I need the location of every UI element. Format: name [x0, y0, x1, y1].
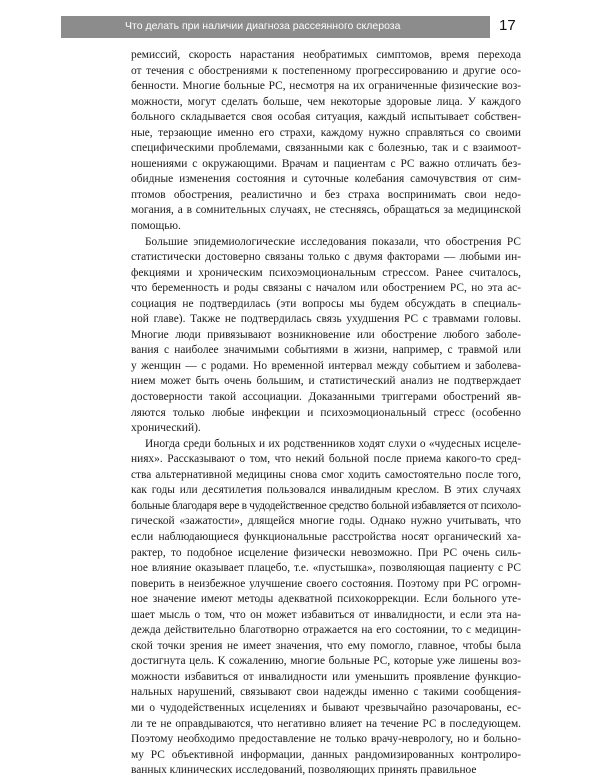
- text-line: от течения с обострениями к постепенному прогрессированию и другие осо-: [131, 64, 521, 77]
- text-line: Большие эпидемиологические исследования показали, что обострения РС: [145, 235, 521, 248]
- text-line: дежда действительно благотворно отражается на его состоянии, то с медицин-: [131, 624, 521, 637]
- text-line: бенности. Многие больные РС, несмотря на их ограниченные физические воз-: [131, 80, 521, 93]
- text-line: достоверности такой ассоциации. Доказанными триггерами обострений яв-: [131, 391, 521, 404]
- text-line: нием может быть очень большим, и статистический анализ не подтверждает: [131, 375, 521, 388]
- text-line: фекциями и хроническим психоэмоциональным стрессом. Ранее считалось,: [131, 266, 521, 279]
- text-line: хронический).: [131, 422, 201, 435]
- text-line: ли те не оправдываются, что негативно влияет на течение РС в последующем.: [131, 717, 521, 730]
- paragraph: [131, 235, 521, 437]
- text-line: ми о чудодейственных исцелениях и бывают чрезвычайно разочарованы, ес-: [131, 701, 521, 714]
- page-number: 17: [499, 17, 516, 34]
- text-line: ской точки зрения не имеет значения, что ему помогло, главное, чтобы была: [131, 639, 521, 652]
- text-line: больного складывается своя особая ситуация, каждый испытывает собствен-: [131, 111, 521, 124]
- running-head-bar: [61, 16, 490, 38]
- text-line: можности избавиться от инвалидности или уменьшить проявление функцио-: [131, 670, 521, 683]
- text-line: ной главе). Также не подтвердилась связь ухудшения РС с травмами головы.: [131, 313, 521, 326]
- text-line: социация не подтвердилась (эти вопросы мы будем обсуждать в специаль-: [131, 297, 521, 310]
- text-line: поверить в неизбежное улучшение своего состояния. Поэтому при РС огромн-: [131, 577, 521, 590]
- text-line: могания, а в сомнительных случаях, не стесняясь, обращаться за медицинской: [131, 204, 521, 217]
- text-line: статистически достоверно связаны только с двумя факторами — любыми ин-: [131, 251, 521, 264]
- text-line: помощью.: [131, 220, 181, 233]
- text-line: специфическими проблемами, связанными как с болезнью, так и с взаимоот-: [131, 142, 521, 155]
- text-line: Поэтому необходимо предоставление не только врачу-неврологу, но и больно-: [131, 733, 521, 746]
- text-line: ства альтернативной медицины снова смог ходить самостоятельно после того,: [131, 468, 521, 481]
- text-line: ниях». Рассказывают о том, что некий больной после приема какого-то сред-: [131, 453, 521, 466]
- text-line: ное влияние оказывает плацебо, т.е. «пустышка», позволяющая пациенту с РС: [131, 562, 521, 575]
- running-head: Что делать при наличии диагноза рассеянного склероза: [125, 20, 401, 32]
- text-line: рактер, то подобное исцеление физически невозможно. При РС очень силь-: [131, 546, 521, 559]
- text-line: обидные изменения состояния и суточные колебания самочувствия от сим-: [131, 173, 521, 186]
- page-header: [0, 16, 600, 38]
- text-line: достигнута цель. К сожалению, многие больные РС, которые уже лишены воз-: [131, 655, 521, 668]
- text-line: птомов обострения, реалистично и без страха воспринимать свои недо-: [131, 188, 521, 201]
- paragraph: [131, 48, 521, 235]
- text-line: как годы или десятилетия пользовался инвалидным креслом. В этих случаях: [131, 484, 521, 497]
- text-line: ляются только любые инфекции и психоэмоциональный стресс (особенно: [131, 406, 521, 419]
- text-line: вания с наиболее значимыми событиями в жизни, например, с травмой или: [131, 344, 521, 357]
- text-line: можности, могут сделать больше, чем некоторые здоровые лица. У каждого: [131, 95, 521, 108]
- text-line: ное значение имеют методы адекватной психокоррекции. Если больного уте-: [131, 593, 521, 606]
- text-line: ношениями с окружающими. Врачам и пациентам с РС важно отличать без-: [131, 157, 521, 170]
- text-line: Многие люди привязывают возникновение или обострение любого заболе-: [131, 328, 521, 341]
- text-line: му РС объективной информации, данных рандомизированных контролиро-: [131, 748, 521, 761]
- text-line: гической «зажатости», длящейся многие годы. Однако нужно учитывать, что: [131, 515, 521, 528]
- text-line: нальных нарушений, связывают свои надежды именно с такими сообщения-: [131, 686, 521, 699]
- text-line: ремиссий, скорость нарастания необратимых симптомов, время перехода: [131, 49, 521, 61]
- text-line: шает мысль о том, что он может избавиться от инвалидности, и если эта на-: [131, 608, 521, 621]
- text-line: если наблюдающиеся функциональные расстройства носят органический ха-: [131, 530, 521, 543]
- body-text: [131, 48, 521, 779]
- text-line: что беременность и роды связаны с началом или обострением РС, но эта ас-: [131, 282, 521, 295]
- text-line: больные благодаря вере в чудодейственное средство больной избавляется от психоло-: [131, 499, 521, 512]
- text-line: ные, терзающие именно его страхи, каждому нужно справляться со своими: [131, 126, 521, 139]
- paragraph: [131, 437, 521, 779]
- text-line: ванных клинических исследований, позволяющих принять правильное: [131, 764, 477, 777]
- text-line: у женщин — с родами. Но временной интервал между событием и заболева-: [131, 359, 521, 372]
- text-line: Иногда среди больных и их родственников ходят слухи о «чудесных исцеле-: [145, 437, 521, 450]
